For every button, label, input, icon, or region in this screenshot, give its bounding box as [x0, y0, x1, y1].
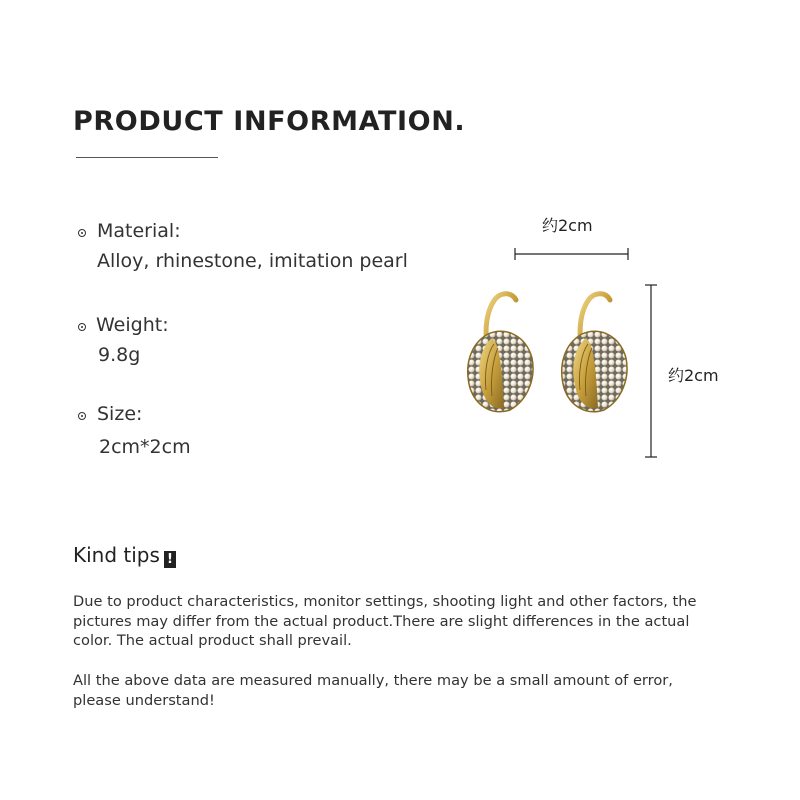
- left-earring-image: [468, 294, 533, 412]
- width-dimension-label: 约2cm: [542, 216, 593, 235]
- size-value: 2cm*2cm: [99, 436, 191, 458]
- size-bullet-icon: [78, 412, 86, 420]
- right-earring-image: [562, 294, 627, 412]
- kind-tips-title: Kind tips: [73, 543, 160, 567]
- measurement-note-paragraph: All the above data are measured manually, there may be a small amount of error, please understand!: [73, 672, 673, 709]
- disclaimer-paragraph: Due to product characteristics, monitor settings, shooting light and other factors, the pictures may differ from the actual product.There are slight differences in the actual color. The actual product shall prevail.: [73, 593, 697, 649]
- height-dimension-line: [645, 285, 657, 457]
- material-bullet-icon: [78, 229, 86, 237]
- page-title: PRODUCT INFORMATION.: [73, 106, 466, 137]
- size-label: Size:: [97, 403, 143, 425]
- kind-tips-heading: [73, 543, 176, 568]
- exclamation-icon: !: [164, 551, 176, 568]
- material-value: Alloy, rhinestone, imitation pearl: [97, 250, 408, 272]
- height-dimension-label: 约2cm: [668, 366, 719, 385]
- width-dimension-line: [515, 248, 628, 260]
- material-label: Material:: [97, 220, 181, 242]
- weight-label: Weight:: [96, 314, 169, 336]
- weight-bullet-icon: [78, 323, 86, 331]
- weight-value: 9.8g: [98, 344, 141, 366]
- title-divider: [76, 157, 218, 158]
- earrings-dimension-illustration: [440, 240, 680, 470]
